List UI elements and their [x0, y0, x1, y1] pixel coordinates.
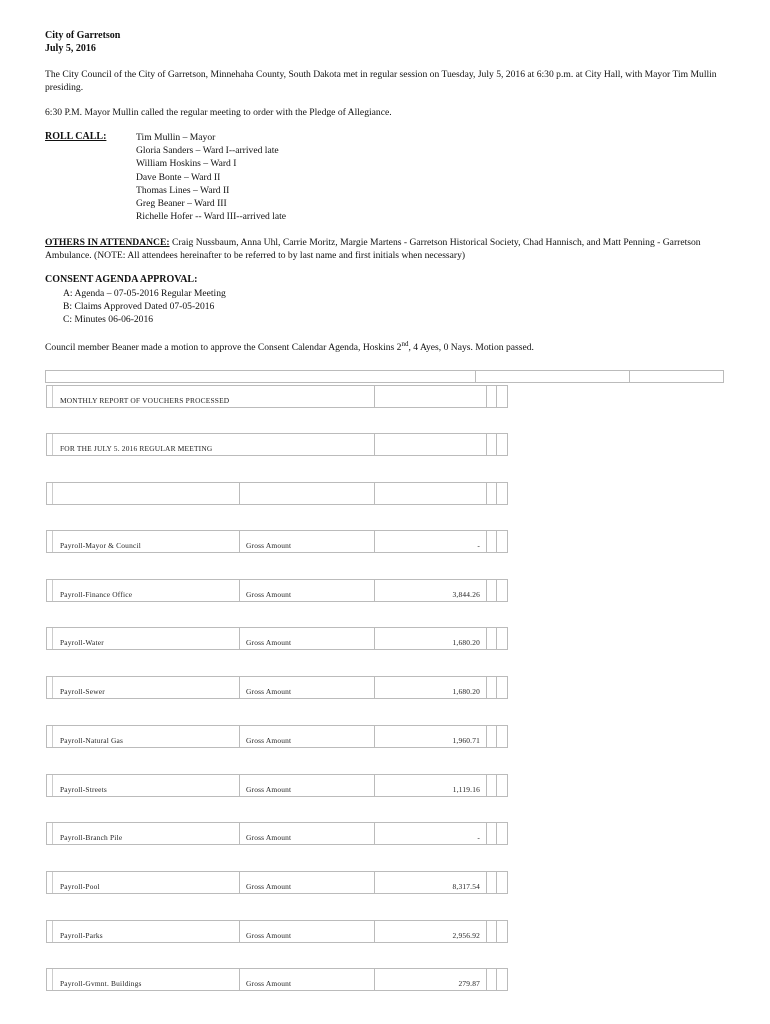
- table-top-strip: [45, 370, 724, 383]
- amount-type: Gross Amount: [246, 687, 292, 696]
- payroll-name: Payroll-Parks: [60, 931, 103, 940]
- roll-call-member: Greg Beaner – Ward III: [136, 198, 227, 210]
- table-row: [46, 822, 508, 845]
- report-subtitle-row: [46, 433, 508, 456]
- motion-text: [45, 340, 534, 353]
- payroll-name: Payroll-Mayor & Council: [60, 541, 141, 550]
- payroll-name: Payroll-Water: [60, 638, 104, 647]
- amount-type: Gross Amount: [246, 590, 292, 599]
- amount-type: Gross Amount: [246, 882, 292, 891]
- report-title-row: [46, 385, 508, 408]
- roll-call-label: ROLL CALL:: [45, 131, 107, 142]
- amount-type: Gross Amount: [246, 931, 292, 940]
- table-row: [46, 579, 508, 602]
- table-row: [46, 627, 508, 650]
- report-subtitle: FOR THE JULY 5. 2016 REGULAR MEETING: [60, 444, 213, 453]
- motion-before: Council member Beaner made a motion to approve the Consent Calendar Agenda, Hoskins 2: [45, 342, 402, 354]
- consent-agenda-item: C: Minutes 06-06-2016: [63, 314, 154, 325]
- roll-call-list: [136, 131, 286, 223]
- amount-value: 8,317.54: [452, 882, 480, 891]
- table-row: [46, 968, 508, 991]
- amount-value: -: [477, 833, 480, 842]
- payroll-name: Payroll-Streets: [60, 785, 107, 794]
- amount-type: Gross Amount: [246, 638, 292, 647]
- consent-agenda-title: CONSENT AGENDA APPROVAL:: [45, 274, 198, 285]
- payroll-name: Payroll-Branch Pile: [60, 833, 123, 842]
- table-row: [46, 871, 508, 894]
- roll-call-member: Gloria Sanders – Ward I--arrived late: [136, 145, 279, 157]
- amount-type: Gross Amount: [246, 979, 292, 988]
- blank-row: [46, 482, 508, 505]
- roll-call-member: Richelle Hofer -- Ward III--arrived late: [136, 211, 287, 223]
- amount-value: -: [477, 541, 480, 550]
- roll-call-member: Tim Mullin – Mayor: [136, 132, 216, 143]
- others-in-attendance: [45, 236, 725, 262]
- amount-type: Gross Amount: [246, 736, 292, 745]
- payroll-name: Payroll-Pool: [60, 882, 100, 891]
- meeting-date: July 5, 2016: [45, 43, 96, 54]
- consent-agenda-item: B: Claims Approved Dated 07-05-2016: [63, 301, 215, 312]
- table-row: [46, 676, 508, 699]
- call-to-order: 6:30 P.M. Mayor Mullin called the regular meeting to order with the Pledge of Allegiance.: [45, 107, 392, 118]
- motion-sup: nd: [401, 340, 409, 348]
- consent-agenda-item: A: Agenda – 07-05-2016 Regular Meeting: [63, 288, 226, 299]
- others-text: Craig Nussbaum, Anna Uhl, Carrie Moritz, Margie Martens - Garretson Historical Society, Chad Hannisch, and Matt Penning - Garretson Ambulance. (NOTE: All attendees hereinafter to be referred to by last name and first initials when necessary): [45, 237, 701, 261]
- motion-after: , 4 Ayes, 0 Nays. Motion passed.: [408, 342, 534, 354]
- amount-type: Gross Amount: [246, 833, 292, 842]
- amount-value: 1,680.20: [452, 638, 480, 647]
- amount-value: 3,844.26: [452, 590, 480, 599]
- payroll-name: Payroll-Sewer: [60, 687, 105, 696]
- amount-value: 1,119.16: [452, 785, 480, 794]
- table-row: [46, 725, 508, 748]
- table-row: [46, 920, 508, 943]
- consent-agenda-list: [63, 287, 226, 326]
- report-title: MONTHLY REPORT OF VOUCHERS PROCESSED: [60, 396, 230, 405]
- city-name: City of Garretson: [45, 30, 121, 41]
- table-row: [46, 530, 508, 553]
- payroll-name: Payroll-Gvmnt. Buildings: [60, 979, 142, 988]
- amount-value: 1,680.20: [452, 687, 480, 696]
- roll-call-member: Thomas Lines – Ward II: [136, 184, 230, 196]
- amount-type: Gross Amount: [246, 785, 292, 794]
- table-row: [46, 774, 508, 797]
- others-label: OTHERS IN ATTENDANCE:: [45, 237, 170, 248]
- roll-call-member: William Hoskins – Ward I: [136, 158, 237, 170]
- intro-paragraph: The City Council of the City of Garretson, Minnehaha County, South Dakota met in regular session on Tuesday, July 5, 2016 at 6:30 p.m. at City Hall, with Mayor Tim Mullin presiding.: [45, 69, 717, 93]
- payroll-name: Payroll-Finance Office: [60, 590, 133, 599]
- amount-type: Gross Amount: [246, 541, 292, 550]
- amount-value: 279.87: [458, 979, 480, 988]
- amount-value: 1,960.71: [452, 736, 480, 745]
- roll-call-member: Dave Bonte – Ward II: [136, 171, 221, 183]
- payroll-name: Payroll-Natural Gas: [60, 736, 124, 745]
- amount-value: 2,956.92: [452, 931, 480, 940]
